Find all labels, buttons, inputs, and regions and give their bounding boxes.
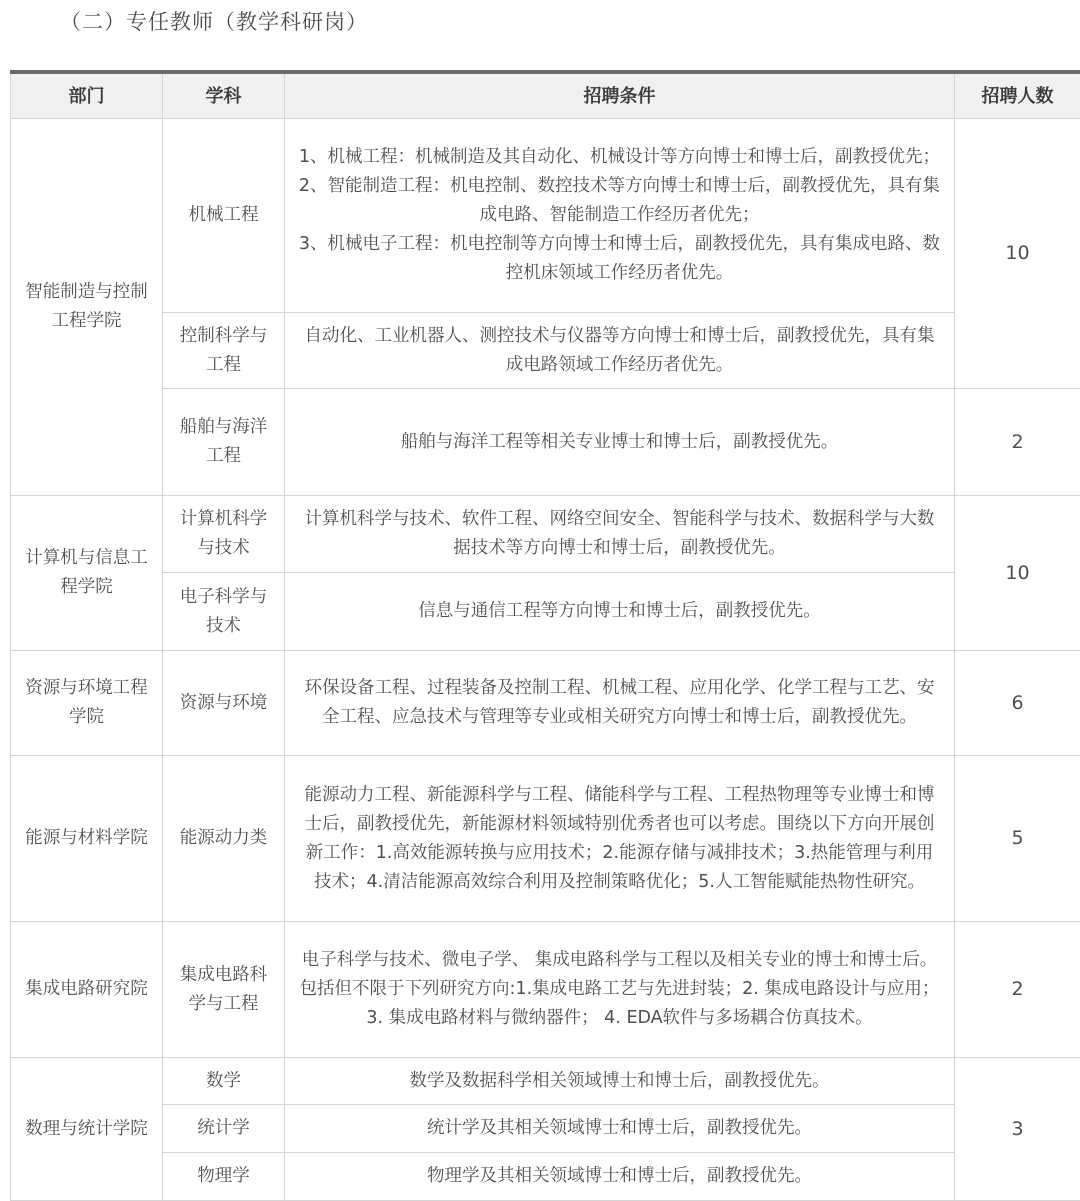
table-row bbox=[11, 389, 1080, 496]
conditions-cell: 船舶与海洋工程等相关专业博士和博士后，副教授优先。 bbox=[285, 389, 955, 496]
subject-cell: 能源动力类 bbox=[163, 756, 285, 922]
count-cell: 6 bbox=[955, 651, 1080, 756]
subject-cell: 电子科学与技术 bbox=[163, 573, 285, 651]
conditions-cell: 统计学及其相关领域博士和博士后，副教授优先。 bbox=[285, 1105, 955, 1153]
conditions-cell: 计算机科学与技术、软件工程、网络空间安全、智能科学与技术、数据科学与大数据技术等方向博士和博士后，副教授优先。 bbox=[285, 496, 955, 573]
header-conditions: 招聘条件 bbox=[285, 72, 955, 119]
department-cell: 智能制造与控制工程学院 bbox=[11, 119, 163, 496]
table-row bbox=[11, 1105, 1080, 1153]
count-cell: 3 bbox=[955, 1058, 1080, 1201]
conditions-cell: 能源动力工程、新能源科学与工程、储能科学与工程、工程热物理等专业博士和博士后，副教授优先，新能源材料领域特别优秀者也可以考虑。围绕以下方向开展创新工作：1.高效能源转换与应用技术；2.能源存储与减排技术；3.热能管理与利用技术；4.清洁能源高效综合利用及控制策略优化；5.人工智能赋能热物性研究。 bbox=[285, 756, 955, 922]
subject-cell: 计算机科学与技术 bbox=[163, 496, 285, 573]
conditions-cell: 物理学及其相关领域博士和博士后，副教授优先。 bbox=[285, 1153, 955, 1201]
subject-cell: 数学 bbox=[163, 1058, 285, 1105]
subject-cell: 控制科学与工程 bbox=[163, 313, 285, 389]
header-department: 部门 bbox=[11, 72, 163, 119]
table-row bbox=[11, 651, 1080, 756]
department-cell: 能源与材料学院 bbox=[11, 756, 163, 922]
count-cell: 10 bbox=[955, 119, 1080, 389]
count-cell: 10 bbox=[955, 496, 1080, 651]
department-cell: 数理与统计学院 bbox=[11, 1058, 163, 1201]
table-row bbox=[11, 119, 1080, 313]
table-row bbox=[11, 313, 1080, 389]
table-row bbox=[11, 573, 1080, 651]
department-cell: 集成电路研究院 bbox=[11, 922, 163, 1058]
count-cell: 2 bbox=[955, 922, 1080, 1058]
table-row bbox=[11, 922, 1080, 1058]
condition-line: 2、智能制造工程：机电控制、数控技术等方向博士和博士后，副教授优先，具有集成电路、智能制造工作经历者优先； bbox=[297, 172, 942, 230]
count-cell: 2 bbox=[955, 389, 1080, 496]
header-subject: 学科 bbox=[163, 72, 285, 119]
condition-line: 3、机械电子工程：机电控制等方向博士和博士后，副教授优先，具有集成电路、数控机床领域工作经历者优先。 bbox=[297, 230, 942, 288]
subject-cell: 统计学 bbox=[163, 1105, 285, 1153]
conditions-cell: 自动化、工业机器人、测控技术与仪器等方向博士和博士后，副教授优先，具有集成电路领域工作经历者优先。 bbox=[285, 313, 955, 389]
table-row bbox=[11, 496, 1080, 573]
subject-cell: 物理学 bbox=[163, 1153, 285, 1201]
conditions-cell: 信息与通信工程等方向博士和博士后，副教授优先。 bbox=[285, 573, 955, 651]
department-cell: 资源与环境工程学院 bbox=[11, 651, 163, 756]
header-count: 招聘人数 bbox=[955, 72, 1080, 119]
table-row bbox=[11, 1058, 1080, 1105]
table-header-row bbox=[11, 72, 1080, 119]
conditions-cell: 环保设备工程、过程装备及控制工程、机械工程、应用化学、化学工程与工艺、安全工程、应急技术与管理等专业或相关研究方向博士和博士后，副教授优先。 bbox=[285, 651, 955, 756]
condition-line: 1、机械工程：机械制造及其自动化、机械设计等方向博士和博士后，副教授优先； bbox=[297, 143, 942, 172]
conditions-cell: 数学及数据科学相关领域博士和博士后，副教授优先。 bbox=[285, 1058, 955, 1105]
recruitment-table bbox=[10, 70, 1080, 1201]
department-cell: 计算机与信息工程学院 bbox=[11, 496, 163, 651]
subject-cell: 船舶与海洋工程 bbox=[163, 389, 285, 496]
conditions-cell: 电子科学与技术、微电子学、 集成电路科学与工程以及相关专业的博士和博士后。包括但不限于下列研究方向:1.集成电路工艺与先进封装；2. 集成电路设计与应用；3. 集成电路材料与微纳器件； 4. EDA软件与多场耦合仿真技术。 bbox=[285, 922, 955, 1058]
subject-cell: 集成电路科学与工程 bbox=[163, 922, 285, 1058]
table-row bbox=[11, 1153, 1080, 1201]
subject-cell: 机械工程 bbox=[163, 119, 285, 313]
subject-cell: 资源与环境 bbox=[163, 651, 285, 756]
count-cell: 5 bbox=[955, 756, 1080, 922]
table-row bbox=[11, 756, 1080, 922]
conditions-cell bbox=[285, 119, 955, 313]
section-title: （二）专任教师（教学科研岗） bbox=[60, 6, 368, 36]
